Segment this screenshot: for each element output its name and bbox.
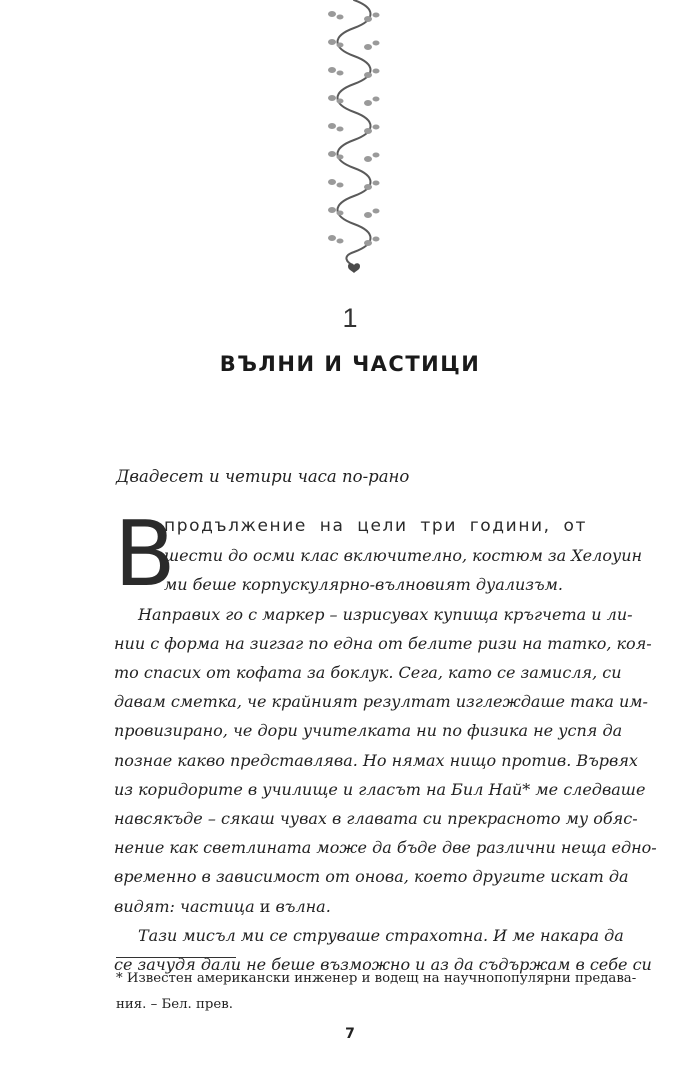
text-line: навсякъде – сякаш чувах в главата си прекрасното му обяс- <box>114 809 638 829</box>
paragraph-2 <box>114 600 657 921</box>
text-line: Тази мисъл ми се струваше страхотна. И ме накара да <box>138 925 624 945</box>
chapter-title: ВЪЛНИ И ЧАСТИЦИ <box>219 352 481 376</box>
paragraph-1 <box>114 502 643 607</box>
footnote-line: * Известен американски инженер и водещ на научнопопулярни предава- <box>116 971 637 986</box>
spiral-ornament-icon <box>318 0 390 285</box>
heart-icon <box>348 263 360 273</box>
chapter-subtitle: Двадесет и четири часа по-рано <box>116 467 410 486</box>
text-line: шести до осми клас включително, костюм за Хелоуин <box>164 546 643 566</box>
text-line: се зачудя дали не беше възможно и аз да съдържам в себе си <box>114 955 652 975</box>
text-line: нии с форма на зигзаг по една от белите ризи на татко, коя- <box>114 633 652 653</box>
text-line: временно в зависимост от онова, което другите искат да <box>114 867 629 887</box>
text-line: нение как светлината може да бъде две различни неща едно- <box>114 838 657 858</box>
drop-cap: В <box>114 502 176 607</box>
text-line: из коридорите в училище и гласът на Бил Най* ме следваше <box>114 779 646 799</box>
chapter-number: 1 <box>342 303 358 333</box>
text-line: продължение на цели три години, от <box>164 516 587 536</box>
footnote-line: ния. – Бел. прев. <box>116 997 233 1012</box>
page-number: 7 <box>345 1026 355 1042</box>
text-line: то спасих от кофата за боклук. Сега, като се замисля, си <box>114 663 622 682</box>
footnote <box>116 966 637 1018</box>
emphasis: и <box>259 896 271 916</box>
footnote-divider <box>116 957 236 958</box>
text-line: давам сметка, че крайният резултат изглеждаше така им- <box>114 692 648 712</box>
text-line: Направих го с маркер – изрисувах купища кръгчета и ли- <box>138 604 633 624</box>
text-line: провизирано, че дори учителката ни по физика не успя да <box>114 721 623 741</box>
text-line: ми беше корпускулярно-вълновият дуализъм. <box>164 575 564 595</box>
text-line: познае какво представлява. Но нямах нищо против. Вървях <box>114 750 638 770</box>
text-line: видят: частица и вълна. <box>114 896 331 916</box>
